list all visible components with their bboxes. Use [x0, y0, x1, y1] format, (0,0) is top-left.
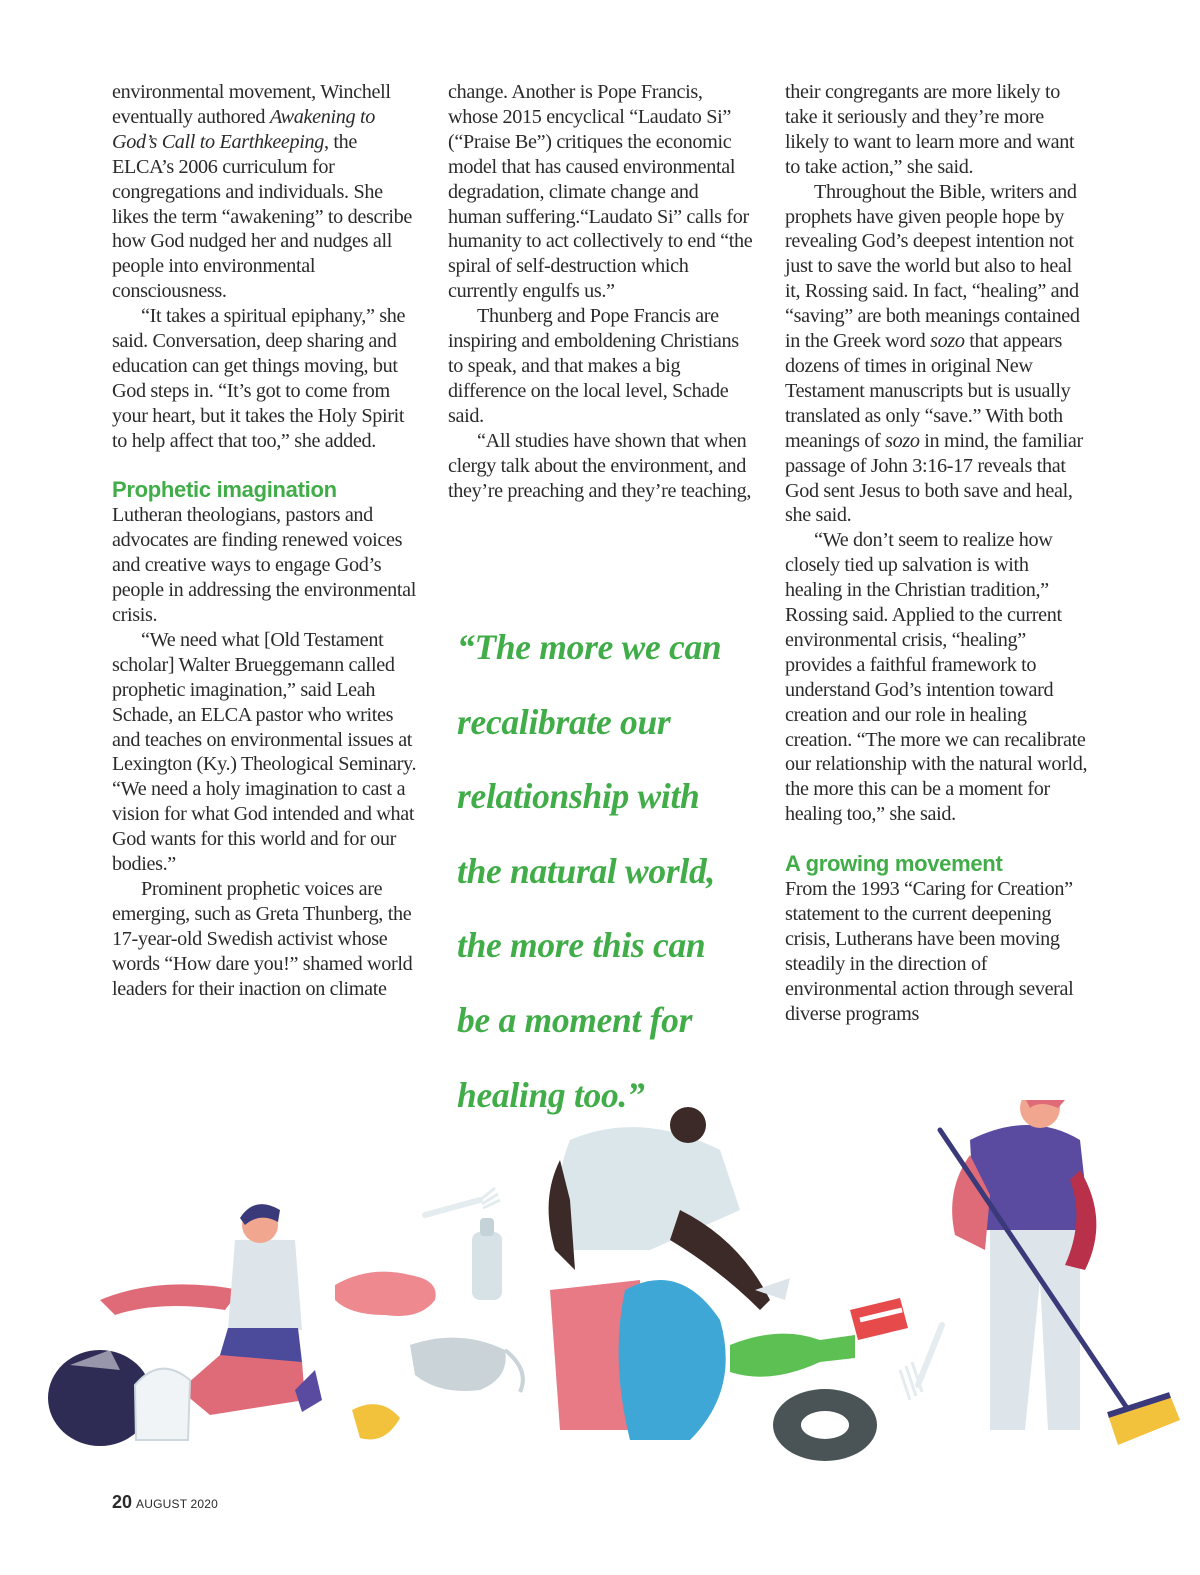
pull-quote-line: relationship with — [457, 776, 700, 817]
kneeling-woman-with-trash-bag-icon — [48, 1204, 322, 1446]
col1-line-1: environmental movement, — [112, 81, 316, 103]
issue-date: AUGUST 2020 — [136, 1497, 219, 1511]
col3-paragraph-3: “We don’t seem to realize how closely tied up salvation is with healing in the Christian tradition,” Rossing said. Applied to the current environmental crisis, “healing” provides a faithful framework to understand God’s intention toward creation and our role in healing creation. “The more we can recalibrate our relationship with the natural world, the more this can be a moment for healing too,” she said. — [785, 529, 1088, 826]
col1-line-2: Winchell eventually authored — [112, 81, 391, 128]
col3-paragraph-2c: in mind, the familiar passage of John 3:16-17 reveals that God sent Jesus to both save and heal, she said. — [785, 429, 1083, 527]
article-column-1 — [112, 80, 417, 1002]
greek-word-sozo: sozo — [885, 429, 920, 452]
col3-paragraph-2a: Throughout the Bible, writers and prophets have given people hope by revealing God’s deepest intention not just to save the world but also to heal it, Rossing said. In fact, “healing” and “saving” are both meanings contained in the Greek word — [785, 180, 1080, 353]
col1-paragraph-5: Prominent prophetic voices are emerging, such as Greta Thunberg, the 17-year-old Swedish activist whose words “How dare you!” shamed world leaders for their inaction on climate — [112, 877, 413, 1000]
pull-quote-line: the natural world, — [457, 850, 715, 891]
section-heading-growing-movement: A growing movement — [785, 851, 1003, 877]
page-footer — [112, 1492, 218, 1513]
col2-paragraph-2: Thunberg and Pope Francis are inspiring and emboldening Christians to speak, and that makes a big difference on the local level, Schade said. — [448, 305, 739, 427]
crumpled-paper-litter-icon — [335, 1272, 436, 1316]
pull-quote-line: healing too.” — [457, 1074, 645, 1115]
col1-line-5: curriculum for congregations and individuals. She likes the term “awakening” to describe how God nudged her and nudges all people into environmental consciousness. — [112, 155, 413, 303]
woman-with-broom-icon — [940, 1100, 1180, 1445]
face-mask-litter-icon — [410, 1338, 523, 1392]
page-number: 20 — [112, 1492, 133, 1512]
col2-paragraph-3: “All studies have shown that when clergy talk about the environment, and they’re preaching and they’re teaching, — [448, 429, 752, 502]
bottle-litter-icon — [472, 1218, 502, 1300]
col1-paragraph-3: Lutheran theologians, pastors and advocates are finding renewed voices and creative ways to engage God’s people in addressing the environmental crisis. — [112, 504, 417, 627]
book-title-part-1: Awakening to God’s Call to — [112, 105, 375, 153]
plastic-fork-litter-icon — [425, 1188, 500, 1215]
pull-quote — [457, 610, 767, 1132]
pull-quote-line: recalibrate our — [457, 701, 671, 742]
pull-quote-line: the more this can — [457, 925, 706, 966]
col2-paragraph-1: change. Another is Pope Francis, whose 2015 encyclical “Laudato Si” (“Praise Be”) critiques the economic model that has caused environmental degradation, climate change and human suffering.“Laudato Si” calls for humanity to act collectively to end “the spiral of self-destruction which currently engulfs us.” — [448, 81, 753, 303]
col3-paragraph-2b: that appears dozens of times in original New Testament manuscripts but is usually translated as only “save.” With both meanings of — [785, 330, 1071, 452]
col1-paragraph-4: “We need what [Old Testament scholar] Walter Brueggemann called prophetic imagination,” said Leah Schade, an ELCA pastor who writes and teaches on environmental issues at Lexington (Ky.) Theological Seminary. “We need a holy imagination to cast a vision for what God intended and what God wants for this world and for our bodies.” — [112, 628, 417, 876]
col3-paragraph-1: their congregants are more likely to take it seriously and they’re more likely to want to learn more and want to take action,” she said. — [785, 81, 1075, 178]
food-wrapper-litter-icon — [352, 1404, 400, 1439]
litter-cleanup-illustration — [40, 1100, 1180, 1470]
book-title-part-2: Earthkeeping — [219, 130, 325, 153]
col1-line-4-rest: , the ELCA’s 2006 — [112, 130, 358, 178]
man-picking-up-litter-icon — [549, 1107, 790, 1440]
tire-litter-icon — [773, 1389, 877, 1461]
col1-paragraph-2: “It takes a spiritual epiphany,” she said. Conversation, deep sharing and education can get things moving, but God steps in. “It’s got to come from your heart, but it takes the Holy Spirit to help affect that too,” she added. — [112, 305, 406, 452]
col1-paragraph-1 — [112, 80, 417, 304]
col3-paragraph-2 — [785, 180, 1090, 529]
article-column-3 — [785, 80, 1090, 1026]
pull-quote-line: be a moment for — [457, 999, 693, 1040]
col3-paragraph-4: From the 1993 “Caring for Creation” statement to the current deepening crisis, Lutherans have been moving steadily in the direction of environmental action through several diverse programs — [785, 877, 1074, 1025]
section-heading-prophetic-imagination: Prophetic imagination — [112, 477, 337, 503]
pull-quote-line: “The more we can — [457, 627, 722, 667]
greek-word-sozo: sozo — [930, 330, 965, 353]
article-column-2 — [448, 80, 753, 503]
green-bottle-litter-icon — [730, 1334, 855, 1377]
plastic-fork-upright-litter-icon — [900, 1325, 942, 1400]
cup-litter-icon — [850, 1298, 908, 1340]
